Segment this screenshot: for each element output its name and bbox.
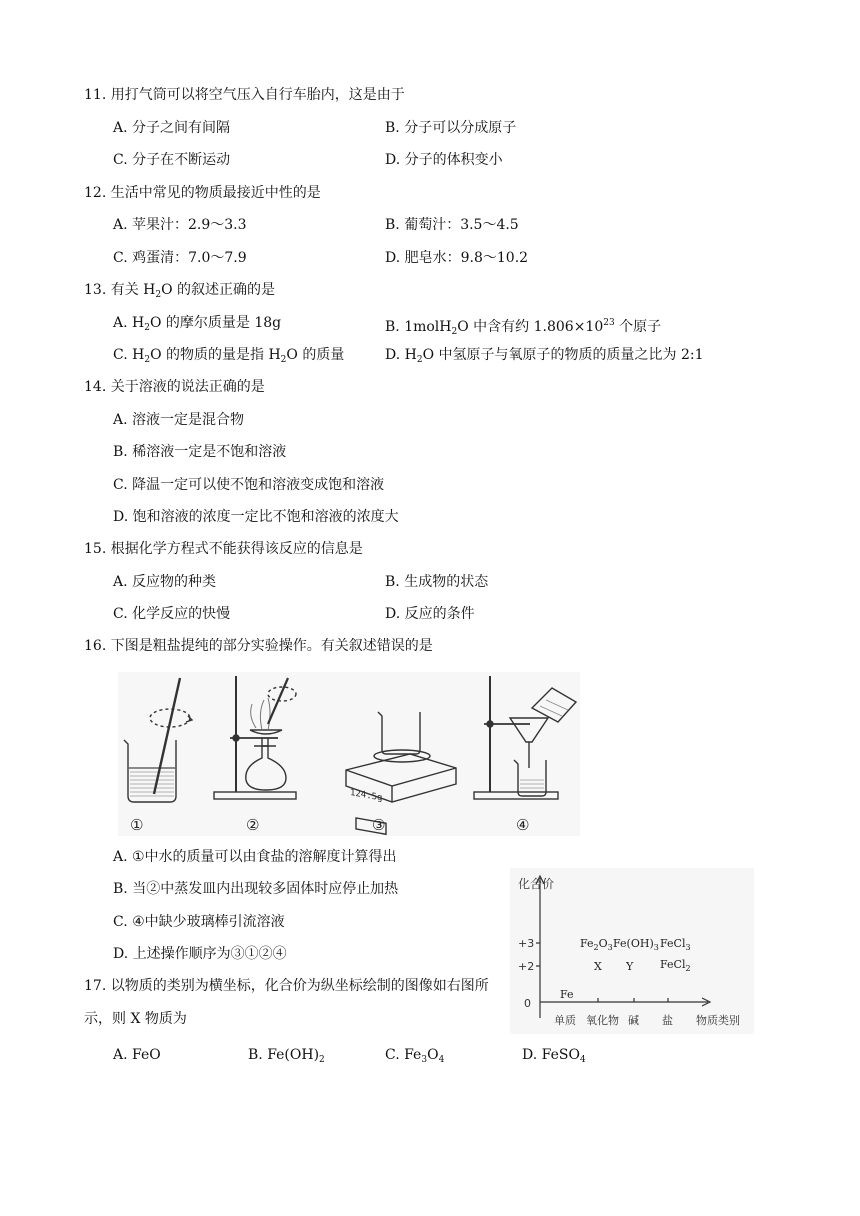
chart-xlabel: 物质类别 xyxy=(696,1014,740,1027)
balance-readout: 124.5g xyxy=(350,787,383,804)
q15-stem: 15. 根据化学方程式不能获得该反应的信息是 xyxy=(84,541,363,557)
chart-ylabel: 化合价 xyxy=(518,877,555,891)
q16-option-b[interactable]: B. 当②中蒸发皿内出现较多固体时应停止加热 xyxy=(113,881,399,897)
q16-option-a[interactable]: A. ①中水的质量可以由食盐的溶解度计算得出 xyxy=(113,849,397,865)
balance-illustration xyxy=(346,712,456,834)
q14-option-a[interactable]: A. 溶液一定是混合物 xyxy=(113,412,245,428)
figure-label-4: ④ xyxy=(516,816,530,834)
ytick-plus3: +3 xyxy=(518,937,535,950)
q12-option-d[interactable]: D. 肥皂水：9.8～10.2 xyxy=(385,250,529,266)
q15-option-d[interactable]: D. 反应的条件 xyxy=(385,606,475,622)
point-fecl3: FeCl$_3$ xyxy=(660,937,691,952)
q13-option-a[interactable]: A. $H_2O$ 的摩尔质量是 18g xyxy=(113,315,282,333)
filtration-illustration xyxy=(474,676,576,799)
q17-stem-line2: 示，则 X 物质为 xyxy=(84,1011,187,1027)
q12-stem: 12. 生活中常见的物质最接近中性的是 xyxy=(84,185,321,201)
q11-option-a[interactable]: A. 分子之间有间隔 xyxy=(113,120,231,136)
q12-option-a[interactable]: A. 苹果汁：2.9～3.3 xyxy=(113,217,247,233)
ytick-plus2: +2 xyxy=(518,960,535,973)
q14-option-d[interactable]: D. 饱和溶液的浓度一定比不饱和溶液的浓度大 xyxy=(113,509,399,525)
q16-option-c[interactable]: C. ④中缺少玻璃棒引流溶液 xyxy=(113,914,285,930)
q13-option-b[interactable]: B. 1molH$_2$O 中含有约 $1.806\times 10^{23}$ 个原子 xyxy=(385,318,662,337)
dissolving-beaker-illustration xyxy=(124,678,192,802)
q13-option-d[interactable]: D. $H_2O$ 中氢原子与氧原子的物质的质量之比为 2:1 xyxy=(385,347,704,365)
q12-option-c[interactable]: C. 鸡蛋清：7.0～7.9 xyxy=(113,250,247,266)
q14-stem: 14. 关于溶液的说法正确的是 xyxy=(84,379,265,395)
valence-chart xyxy=(510,868,754,1034)
figure-label-3: ③ xyxy=(372,816,386,834)
salt-purification-figure xyxy=(118,672,580,836)
q14-option-c[interactable]: C. 降温一定可以使不饱和溶液变成饱和溶液 xyxy=(113,477,385,493)
q11-option-b[interactable]: B. 分子可以分成原子 xyxy=(385,120,517,136)
q17-option-c[interactable]: C. $Fe_3O_4$ xyxy=(385,1047,445,1065)
q16-option-d[interactable]: D. 上述操作顺序为③①②④ xyxy=(113,946,287,962)
q15-option-a[interactable]: A. 反应物的种类 xyxy=(113,574,217,590)
figure-label-1: ① xyxy=(130,816,144,834)
q13-stem: 13. 有关 $H_2O$ 的叙述正确的是 xyxy=(84,282,276,300)
point-y: Y xyxy=(626,960,634,973)
q11-option-c[interactable]: C. 分子在不断运动 xyxy=(113,152,231,168)
category-salt: 盐 xyxy=(662,1014,673,1027)
q17-option-b[interactable]: B. $Fe(OH)_2$ xyxy=(248,1047,325,1065)
q15-option-c[interactable]: C. 化学反应的快慢 xyxy=(113,606,231,622)
ytick-zero: 0 xyxy=(524,997,531,1010)
q17-option-a[interactable]: A. FeO xyxy=(113,1047,161,1063)
evaporation-stand-illustration xyxy=(214,676,296,799)
category-oxide: 氧化物 xyxy=(586,1014,619,1027)
q14-option-b[interactable]: B. 稀溶液一定是不饱和溶液 xyxy=(113,444,287,460)
figure-label-2: ② xyxy=(246,816,260,834)
q13-option-c[interactable]: C. $H_2O$ 的物质的量是指 $H_2O$ 的质量 xyxy=(113,347,345,365)
point-fe2o3: $Fe_2O_3$ xyxy=(580,937,613,952)
q12-option-b[interactable]: B. 葡萄汁：3.5～4.5 xyxy=(385,217,519,233)
q16-stem: 16. 下图是粗盐提纯的部分实验操作。有关叙述错误的是 xyxy=(84,638,433,654)
point-feoh3: $Fe(OH)_3$ xyxy=(613,937,659,952)
q15-option-b[interactable]: B. 生成物的状态 xyxy=(385,574,489,590)
q11-stem: 11. 用打气筒可以将空气压入自行车胎内，这是由于 xyxy=(84,87,405,103)
point-fecl2: FeCl$_2$ xyxy=(660,958,691,973)
q17-stem-line1: 17. 以物质的类别为横坐标，化合价为纵坐标绘制的图像如右图所 xyxy=(84,978,489,994)
q17-option-d[interactable]: D. FeSO$_4$ xyxy=(522,1047,586,1065)
point-fe: Fe xyxy=(560,988,574,1001)
category-elemental: 单质 xyxy=(554,1014,576,1027)
q11-option-d[interactable]: D. 分子的体积变小 xyxy=(385,152,503,168)
point-x: X xyxy=(594,960,602,973)
category-base: 碱 xyxy=(628,1014,639,1027)
